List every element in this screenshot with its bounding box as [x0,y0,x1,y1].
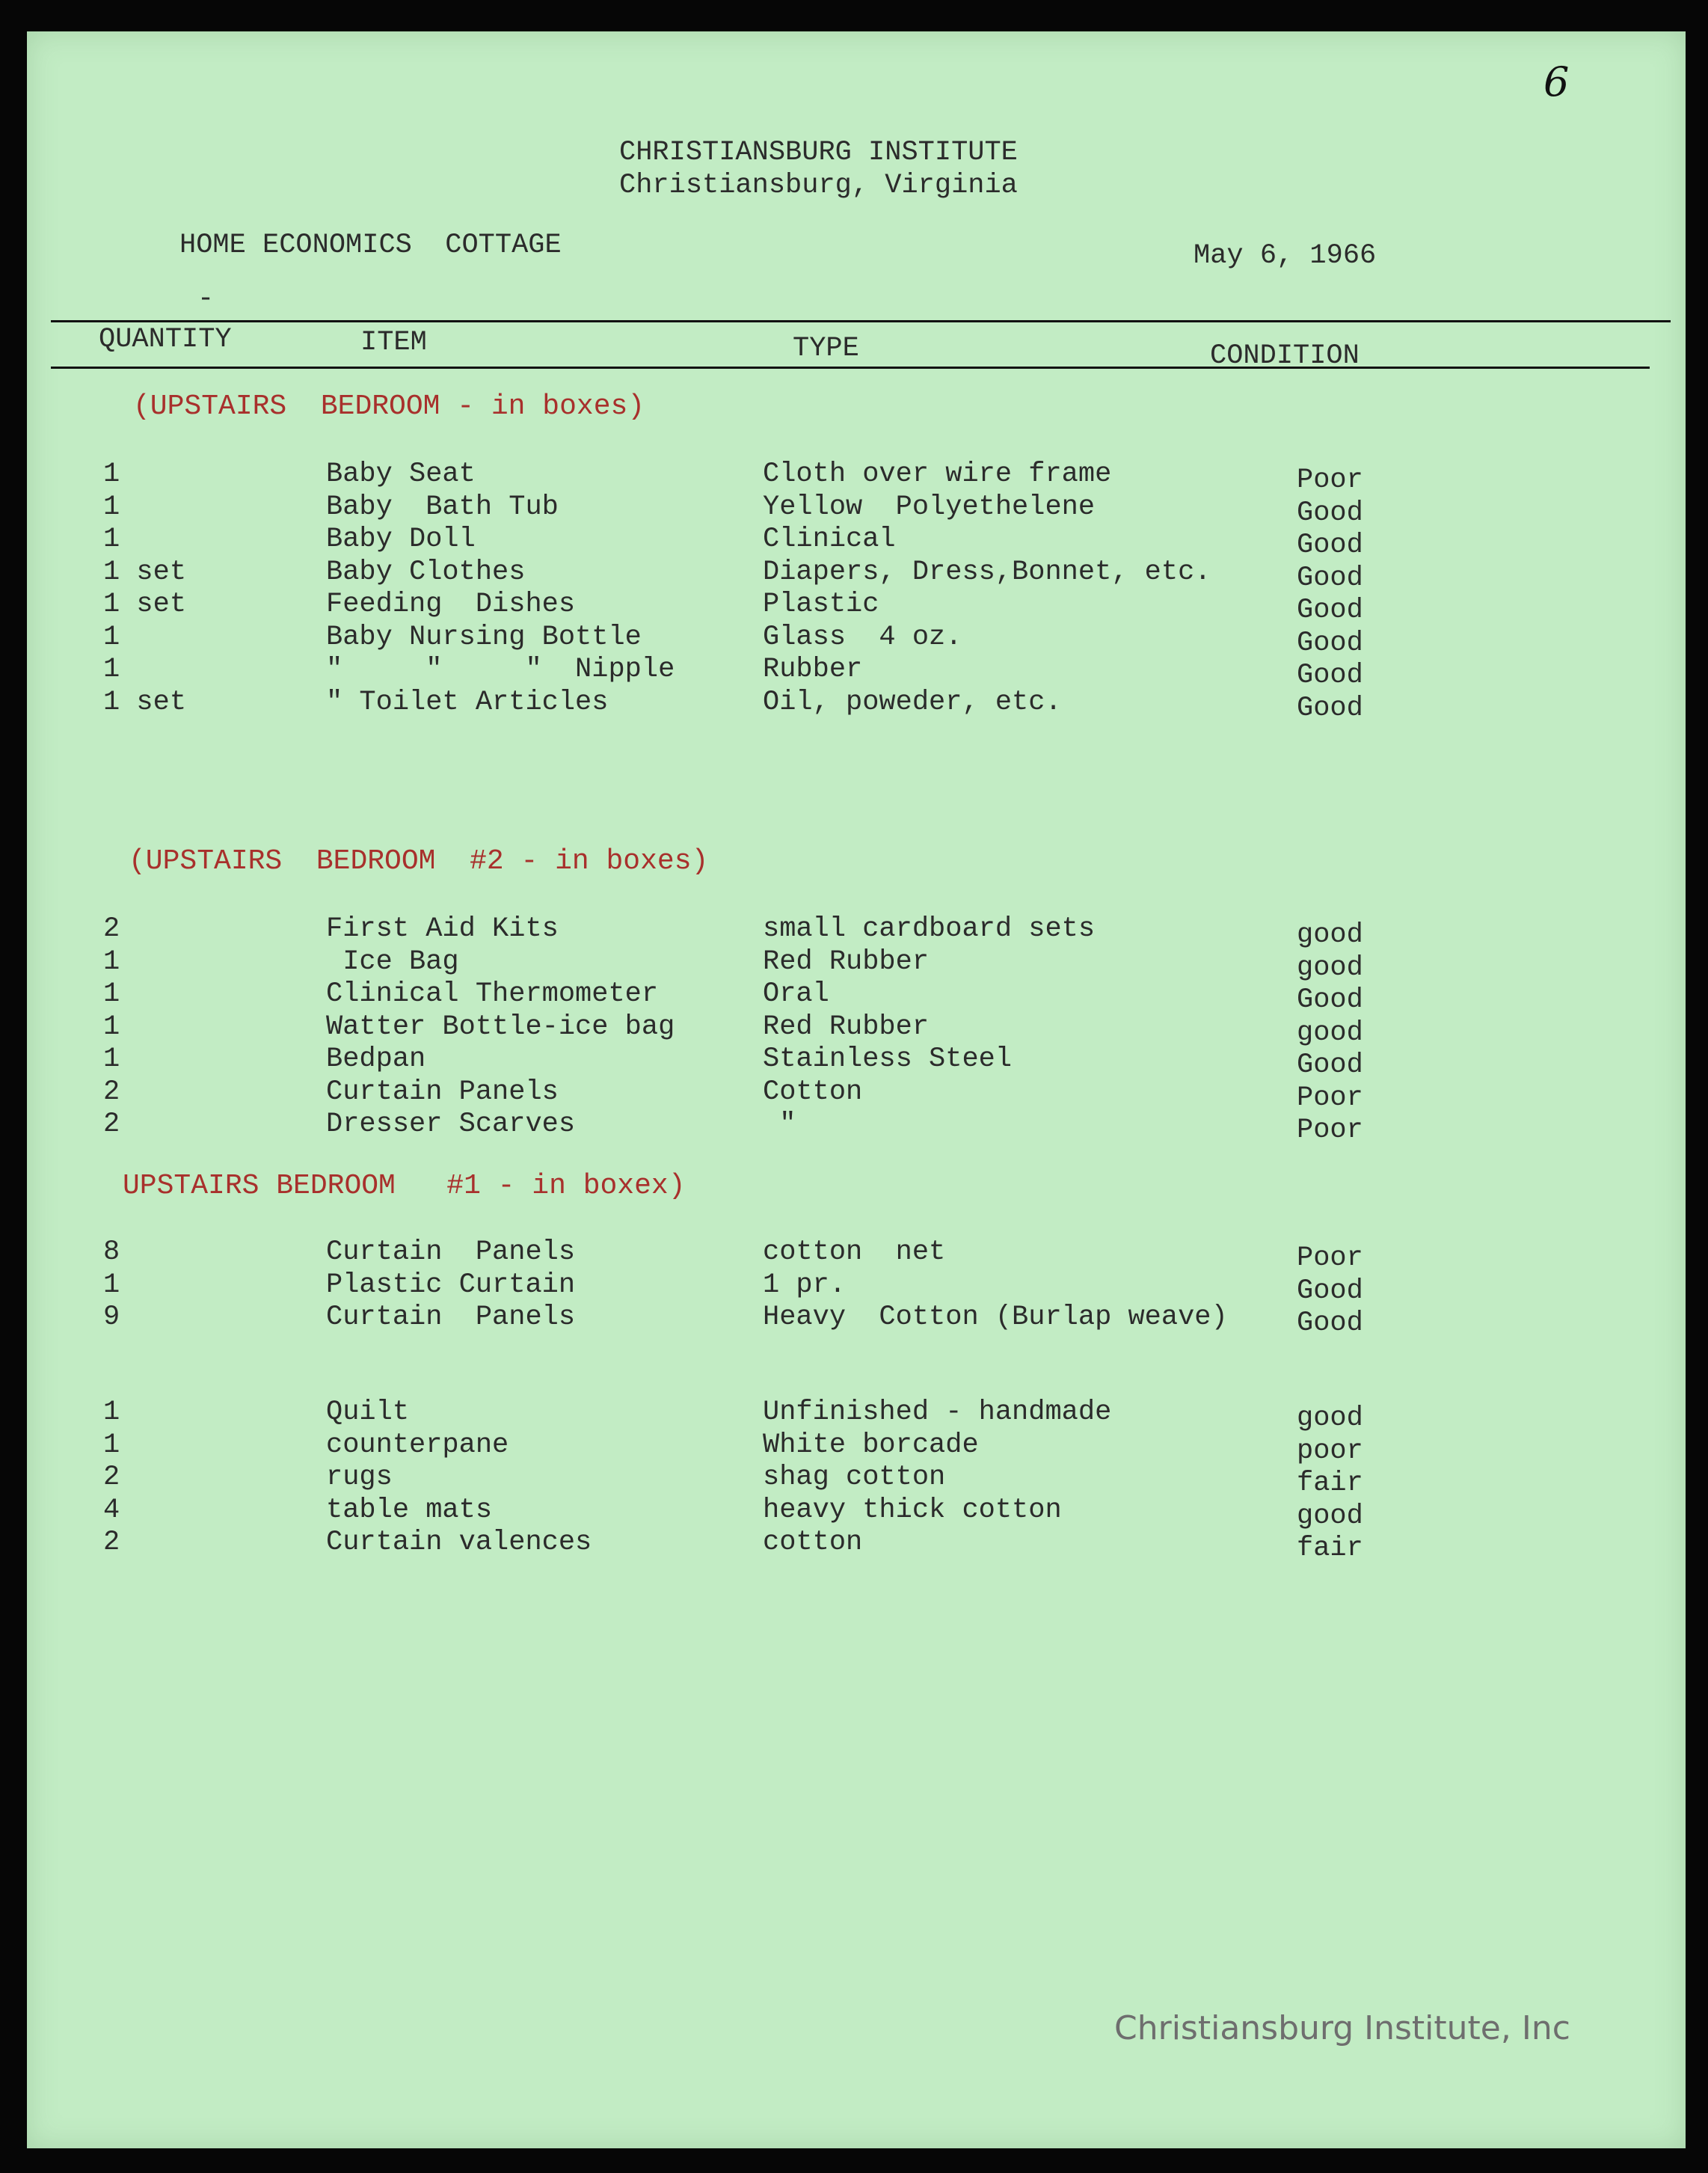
row-quantity: 1 [103,945,120,978]
row-quantity: 2 [103,1462,120,1493]
row-quantity: 1 [103,978,120,1010]
row-quantity: 9 [103,1302,120,1333]
column-header-type: TYPE [793,333,859,364]
row-condition: Poor [1297,1242,1363,1274]
row-item: Baby Doll [326,524,476,555]
row-quantity: 4 [103,1494,120,1526]
row-condition: Good [1297,562,1363,594]
row-type: Oral [763,978,829,1010]
column-header-item: ITEM [360,327,427,358]
section-heading: UPSTAIRS BEDROOM #1 - in boxex) [123,1170,686,1202]
header-rule-top [51,320,1671,322]
row-quantity: 1 [103,1011,120,1043]
row-item: Dresser Scarves [326,1109,576,1140]
row-type: Cotton [763,1076,863,1108]
row-quantity: 2 [103,1076,120,1108]
row-type: Diapers, Dress,Bonnet, etc. [763,556,1211,588]
row-item: Baby Clothes [326,556,526,588]
row-item: counterpane [326,1429,509,1461]
row-item: Ice Bag [326,945,459,978]
row-quantity: 1 [103,491,120,523]
institution-location: Christiansburg, Virginia [619,170,1018,201]
document-date: May 6, 1966 [1194,240,1377,272]
row-condition: good [1297,1017,1363,1049]
row-type: " [763,1109,796,1140]
row-item: Curtain Panels [326,1236,576,1268]
row-type: shag cotton [763,1462,946,1493]
row-quantity: 1 [103,524,120,555]
row-type: Clinical [763,524,896,555]
row-item: Baby Bath Tub [326,491,559,523]
row-type: cotton [763,1527,863,1558]
row-quantity: 1 [103,1429,120,1461]
column-header-quantity: QUANTITY [99,324,232,355]
row-condition: Good [1297,497,1363,529]
row-type: Unfinished - handmade [763,1397,1112,1428]
row-type: Cloth over wire frame [763,459,1112,490]
header-rule-bottom [51,367,1650,369]
column-header-condition: CONDITION [1210,340,1360,372]
row-condition: Good [1297,595,1363,626]
section-heading: (UPSTAIRS BEDROOM #2 - in boxes) [129,845,709,877]
row-item: Plastic Curtain [326,1269,576,1301]
row-item: First Aid Kits [326,913,559,945]
header-dash: - [197,283,215,315]
page-number: 6 [1543,58,1570,105]
row-type: Red Rubber [763,1011,930,1043]
row-condition: good [1297,1403,1363,1434]
row-item: Feeding Dishes [326,589,576,620]
row-condition: Poor [1297,465,1363,496]
row-type: Rubber [763,654,863,685]
row-item: " " " Nipple [326,654,675,685]
row-condition: good [1297,1500,1363,1532]
row-item: Bedpan [326,1043,426,1075]
row-quantity: 1 set [103,589,187,620]
row-type: Plastic [763,589,879,620]
row-type: Glass 4 oz. [763,621,962,653]
row-type: Stainless Steel [763,1043,1013,1075]
row-quantity: 1 [103,1043,120,1075]
row-item: Curtain Panels [326,1076,559,1108]
row-item: " Toilet Articles [326,686,609,718]
row-condition: Good [1297,627,1363,659]
row-condition: Good [1297,1308,1363,1339]
row-item: Quilt [326,1397,410,1428]
row-quantity: 1 set [103,686,187,718]
row-type: Oil, poweder, etc. [763,686,1062,718]
document-subtitle: HOME ECONOMICS COTTAGE [179,230,562,261]
row-quantity: 2 [103,913,120,945]
watermark: Christiansburg Institute, Inc [1114,2009,1570,2047]
row-condition: Poor [1297,1082,1363,1114]
row-quantity: 1 [103,459,120,490]
row-item: rugs [326,1462,393,1493]
row-item: Clinical Thermometer [326,978,659,1010]
institution-name: CHRISTIANSBURG INSTITUTE [619,137,1018,168]
row-condition: fair [1297,1468,1363,1499]
row-quantity: 1 [103,621,120,653]
row-type: Red Rubber [763,945,930,978]
row-condition: Good [1297,660,1363,691]
row-type: White borcade [763,1429,979,1461]
row-type: cotton net [763,1236,946,1268]
row-condition: Poor [1297,1115,1363,1146]
row-item: Curtain Panels [326,1302,576,1333]
row-condition: fair [1297,1533,1363,1564]
section-heading: (UPSTAIRS BEDROOM - in boxes) [133,390,645,423]
row-type: 1 pr. [763,1269,847,1301]
row-quantity: 1 set [103,556,187,588]
row-item: Baby Nursing Bottle [326,621,642,653]
row-item: Watter Bottle-ice bag [326,1011,675,1043]
row-type: heavy thick cotton [763,1494,1062,1526]
row-type: small cardboard sets [763,913,1096,945]
row-condition: good [1297,919,1363,951]
row-item: Curtain valences [326,1527,592,1558]
row-quantity: 1 [103,1269,120,1301]
row-quantity: 2 [103,1527,120,1558]
row-condition: good [1297,951,1363,984]
row-quantity: 1 [103,654,120,685]
row-condition: Good [1297,692,1363,724]
row-condition: poor [1297,1435,1363,1467]
row-type: Heavy Cotton (Burlap weave) [763,1302,1228,1333]
row-item: Baby Seat [326,459,476,490]
row-quantity: 8 [103,1236,120,1268]
row-item: table mats [326,1494,493,1526]
row-quantity: 1 [103,1397,120,1428]
row-condition: Good [1297,984,1363,1016]
row-condition: Good [1297,530,1363,561]
row-quantity: 2 [103,1109,120,1140]
row-condition: Good [1297,1275,1363,1307]
row-type: Yellow Polyethelene [763,491,1096,523]
row-condition: Good [1297,1049,1363,1081]
